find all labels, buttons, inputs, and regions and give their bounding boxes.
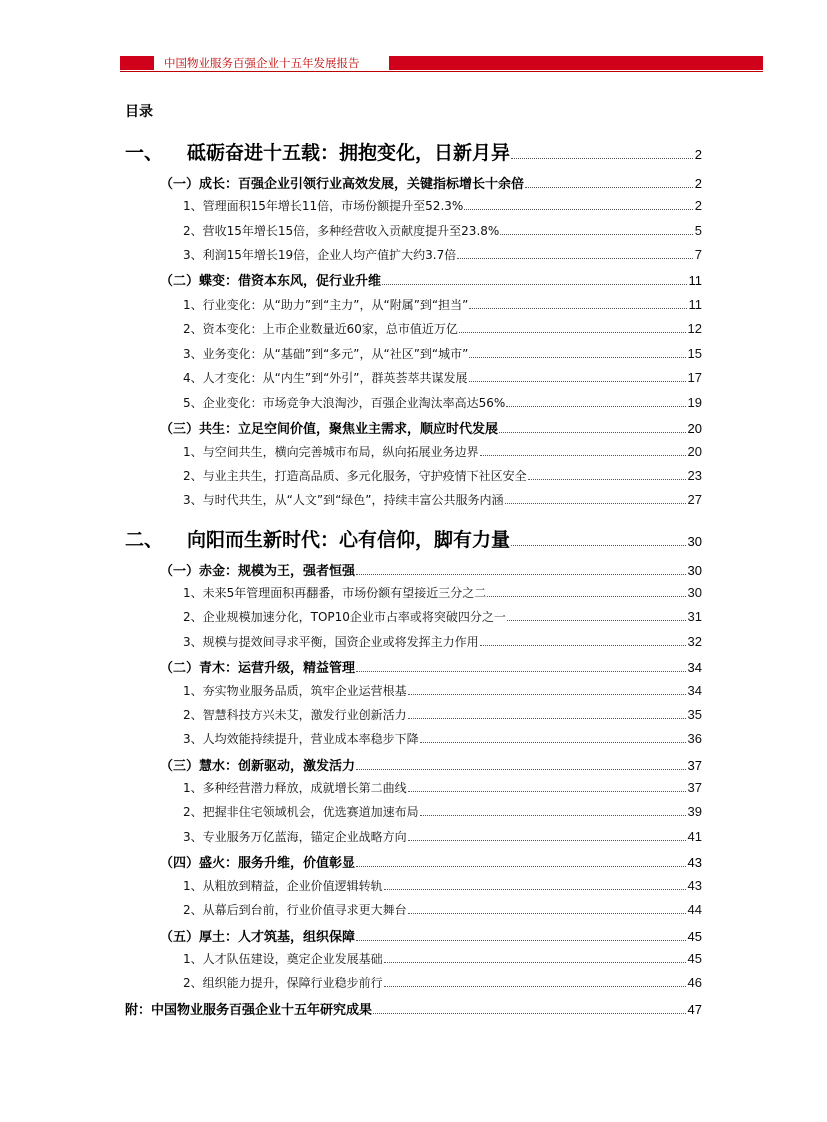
toc-entry[interactable] [183, 706, 702, 723]
toc-entry-text: 附：中国物业服务百强企业十五年研究成果 [125, 1003, 373, 1018]
toc-dot-leader [408, 791, 686, 792]
toc-entry[interactable] [183, 877, 702, 894]
toc-entry-text: 2、从幕后到台前，行业价值寻求更大舞台 [183, 903, 407, 917]
toc-dot-leader [506, 406, 685, 407]
toc-page-number: 30 [687, 534, 702, 549]
toc-entry-text: （一）成长：百强企业引领行业高效发展，关键指标增长十余倍 [160, 177, 525, 192]
toc-entry-text: 1、未来5年管理面积再翻番，市场份额有望接近三分之二 [183, 586, 487, 600]
page-header [120, 55, 763, 71]
toc-page-number: 43 [687, 878, 702, 893]
toc-page-number: 17 [687, 370, 702, 385]
toc-entry[interactable] [160, 852, 702, 871]
toc-dot-leader [469, 357, 685, 358]
toc-entry[interactable] [183, 443, 702, 460]
toc-entry-text: 2、与业主共生，打造高品质、多元化服务，守护疫情下社区安全 [183, 469, 527, 483]
toc-dot-leader [480, 455, 686, 456]
header-red-bar-right [389, 56, 763, 70]
toc-entry-text: （一）赤金：规模为王，强者恒强 [160, 564, 356, 579]
toc-entry-text: 2、资本变化：上市企业数量近60家，总市值近万亿 [183, 322, 458, 336]
toc-entry-text [125, 525, 510, 552]
toc-dot-leader [469, 308, 686, 309]
toc-entry[interactable] [183, 950, 702, 967]
toc-page-number: 31 [687, 609, 702, 624]
toc-dot-leader [464, 209, 692, 210]
toc-entry-text: 3、人均效能持续提升，营业成本率稳步下降 [183, 732, 419, 746]
toc-entry[interactable] [160, 926, 702, 945]
toc-entry[interactable] [183, 197, 702, 214]
toc-dot-leader [356, 866, 686, 867]
toc-page-number: 47 [687, 1002, 702, 1017]
toc-entry[interactable] [183, 608, 702, 625]
toc-dot-leader [384, 962, 686, 963]
toc-page-number: 32 [687, 634, 702, 649]
toc-page-number: 37 [687, 780, 702, 795]
toc-page-number: 19 [687, 395, 702, 410]
toc-chapter-title: 向阳而生新时代：心有信仰，脚有力量 [187, 529, 511, 551]
toc-dot-leader [469, 381, 686, 382]
toc-entry[interactable] [183, 394, 702, 411]
toc-entry-text: 1、行业变化：从“助力”到“主力”，从“附属”到“担当” [183, 298, 469, 312]
toc-entry-text: 3、与时代共生，从“人文”到“绿色”，持续丰富公共服务内涵 [183, 493, 504, 507]
toc-page-number: 2 [694, 147, 702, 162]
toc-entry-text: （三）共生：立足空间价值，聚焦业主需求，顺应时代发展 [160, 422, 499, 437]
toc-entry[interactable] [183, 974, 702, 991]
toc-dot-leader [487, 596, 685, 597]
toc-entry[interactable] [183, 682, 702, 699]
toc-dot-leader [408, 913, 686, 914]
toc-entry-text: 4、人才变化：从“内生”到“外引”，群英荟萃共谋发展 [183, 371, 468, 385]
toc-dot-leader [507, 620, 686, 621]
toc-dot-leader [500, 234, 692, 235]
toc-entry-text: 1、管理面积15年增长11倍，市场份额提升至52.3% [183, 199, 464, 213]
toc-page-number: 15 [687, 346, 702, 361]
toc-page-number: 46 [687, 975, 702, 990]
toc-page-number: 30 [687, 563, 702, 578]
toc-entry[interactable] [183, 779, 702, 796]
toc-entry[interactable] [183, 491, 702, 508]
toc-entry[interactable] [160, 173, 702, 192]
header-rule [120, 71, 763, 72]
toc-dot-leader [373, 1013, 686, 1014]
toc-dot-leader [382, 284, 686, 285]
toc-chapter-number: 二、 [125, 529, 164, 551]
toc-page-number: 35 [687, 707, 702, 722]
toc-dot-leader [356, 574, 686, 575]
toc-entry[interactable] [183, 246, 702, 263]
toc-entry[interactable] [183, 730, 702, 747]
toc-dot-leader [459, 332, 686, 333]
toc-entry-text: （四）盛火：服务升维，价值彰显 [160, 856, 356, 871]
toc-page-number: 20 [687, 444, 702, 459]
toc-dot-leader [499, 432, 686, 433]
toc-page-number: 7 [694, 247, 702, 262]
toc-page-number: 41 [687, 829, 702, 844]
toc-entry-text [125, 138, 510, 165]
toc-entry[interactable] [183, 345, 702, 362]
toc-dot-leader [384, 986, 686, 987]
toc-entry-text: （五）厚土：人才筑基，组织保障 [160, 930, 356, 945]
toc-entry-text: （二）青木：运营升级，精益管理 [160, 661, 356, 676]
toc-page-number: 39 [687, 804, 702, 819]
toc-dot-leader [528, 479, 686, 480]
toc-dot-leader [525, 187, 693, 188]
toc-entry-text: 2、组织能力提升，保障行业稳步前行 [183, 976, 383, 990]
toc-dot-leader [480, 645, 686, 646]
toc-dot-leader [356, 940, 686, 941]
toc-page-number: 2 [694, 176, 702, 191]
toc-page-number: 34 [687, 683, 702, 698]
toc-entry[interactable] [160, 755, 702, 774]
toc-entry[interactable] [183, 828, 702, 845]
toc-entry-text: 3、业务变化：从“基础”到“多元”，从“社区”到“城市” [183, 347, 469, 361]
toc-dot-leader [511, 545, 686, 546]
toc-entry[interactable] [125, 525, 702, 552]
toc-dot-leader [384, 889, 686, 890]
toc-dot-leader [420, 742, 686, 743]
header-title: 中国物业服务百强企业十五年发展报告 [164, 56, 360, 70]
toc-entry-text: 2、把握非住宅领域机会，优选赛道加速布局 [183, 805, 419, 819]
toc-dot-leader [408, 718, 686, 719]
toc-dot-leader [457, 258, 693, 259]
toc-page-number: 45 [687, 951, 702, 966]
toc-page-number: 45 [687, 929, 702, 944]
toc-chapter-number: 一、 [125, 142, 164, 164]
toc-page-number: 27 [687, 492, 702, 507]
toc-dot-leader [505, 503, 686, 504]
toc-dot-leader [408, 840, 686, 841]
toc-entry[interactable] [183, 633, 702, 650]
toc-page-number: 2 [694, 198, 702, 213]
toc-dot-leader [511, 158, 693, 159]
toc-entry[interactable] [183, 296, 702, 313]
toc-dot-leader [420, 815, 686, 816]
toc-entry[interactable] [125, 138, 702, 165]
toc-page-number: 11 [688, 297, 702, 312]
toc-entry-text: 3、规模与提效间寻求平衡，国资企业或将发挥主力作用 [183, 635, 479, 649]
toc-page-number: 44 [687, 902, 702, 917]
toc-entry-text: 1、人才队伍建设，奠定企业发展基础 [183, 952, 383, 966]
toc-entry-text: 1、与空间共生，横向完善城市布局，纵向拓展业务边界 [183, 445, 479, 459]
toc-entry[interactable] [125, 999, 702, 1018]
toc-dot-leader [356, 671, 686, 672]
toc-page-number: 23 [687, 468, 702, 483]
toc-dot-leader [408, 694, 686, 695]
toc-chapter-title: 砥砺奋进十五载：拥抱变化，日新月异 [187, 142, 511, 164]
toc-entry[interactable] [183, 467, 702, 484]
toc-dot-leader [356, 769, 686, 770]
toc-page-number: 37 [687, 758, 702, 773]
toc-entry[interactable] [183, 320, 702, 337]
toc-entry[interactable] [183, 803, 702, 820]
toc-entry-text: （三）慧水：创新驱动，激发活力 [160, 759, 356, 774]
toc-page-number: 12 [687, 321, 702, 336]
toc-page-number: 34 [687, 660, 702, 675]
toc-page-number: 11 [688, 273, 702, 288]
toc-entry-text: 2、智慧科技方兴未艾，激发行业创新活力 [183, 708, 407, 722]
toc-page-number: 5 [694, 223, 702, 238]
header-red-bar-left [120, 56, 154, 70]
toc-entry-text: 5、企业变化：市场竞争大浪淘沙，百强企业淘汰率高达56% [183, 396, 506, 410]
toc-entry-text: 1、夯实物业服务品质，筑牢企业运营根基 [183, 684, 407, 698]
toc-page-number: 20 [687, 421, 702, 436]
toc-page-number: 36 [687, 731, 702, 746]
toc-heading: 目录 [125, 104, 153, 120]
toc-entry-text: （二）蝶变：借资本东风，促行业升维 [160, 274, 382, 289]
toc-entry[interactable] [183, 222, 702, 239]
toc-entry[interactable] [160, 418, 702, 437]
toc-page-number: 30 [687, 585, 702, 600]
toc-entry[interactable] [160, 270, 702, 289]
toc-entry[interactable] [160, 657, 702, 676]
toc-entry[interactable] [183, 369, 702, 386]
toc-entry-text: 1、从粗放到精益，企业价值逻辑转轨 [183, 879, 383, 893]
toc-entry-text: 2、企业规模加速分化，TOP10企业市占率或将突破四分之一 [183, 610, 506, 624]
toc-entry-text: 1、多种经营潜力释放，成就增长第二曲线 [183, 781, 407, 795]
toc-entry-text: 3、利润15年增长19倍，企业人均产值扩大约3.7倍 [183, 248, 457, 262]
toc-entry[interactable] [183, 584, 702, 601]
toc-entry-text: 2、营收15年增长15倍，多种经营收入贡献度提升至23.8% [183, 224, 500, 238]
toc-entry[interactable] [183, 901, 702, 918]
toc-page-number: 43 [687, 855, 702, 870]
toc-entry-text: 3、专业服务万亿蓝海，锚定企业战略方向 [183, 830, 407, 844]
toc-entry[interactable] [160, 560, 702, 579]
